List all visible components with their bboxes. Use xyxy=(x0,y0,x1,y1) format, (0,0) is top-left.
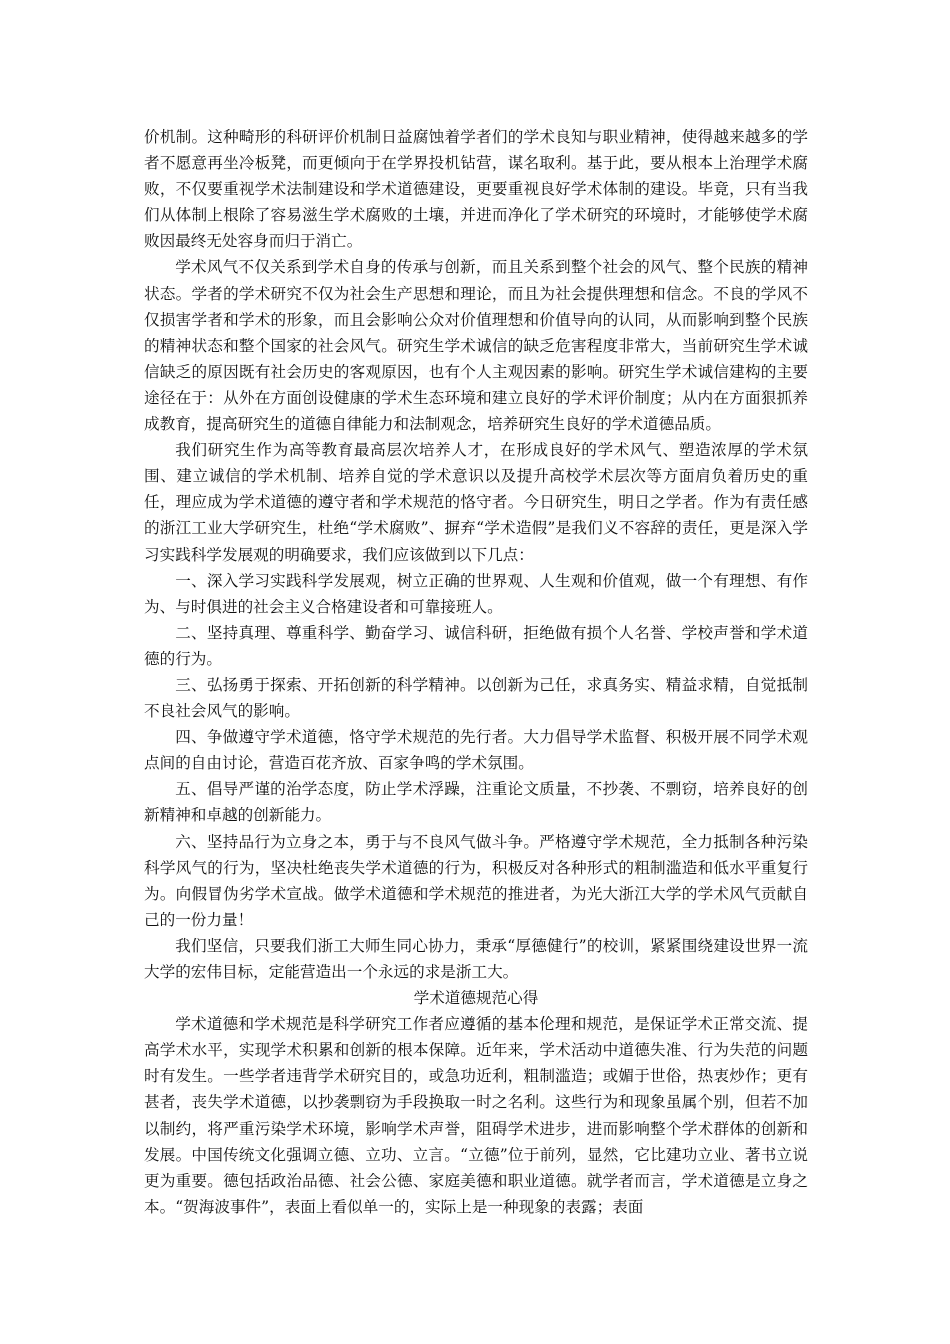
paragraph-academic-atmosphere: 学术风气不仅关系到学术自身的传承与创新，而且关系到整个社会的风气、整个民族的精神状态。学者的学术研究不仅为社会生产思想和理论，而且为社会提供理想和信念。不良的学风不仅损害学者和学术的形象，而且会影响公众对价值理想和价值导向的认同，从而影响到整个民族的精神状态和整个国家的社会风气。研究生学术诚信的缺乏危害程度非常大，当前研究生学术诚信缺乏的原因既有社会历史的客观原因，也有个人主观因素的影响。研究生学术诚信建构的主要途径在于：从外在方面创设健康的学术生态环境和建立良好的学术评价制度；从内在方面狠抓养成教育，提高研究生的道德自律能力和法制观念，培养研究生良好的学术道德品质。 xyxy=(144,258,808,434)
paragraph-conclusion: 我们坚信，只要我们浙工大师生同心协力，秉承“厚德健行”的校训，紧紧围绕建设世界一流大学的宏伟目标，定能营造出一个永远的求是浙工大。 xyxy=(144,936,808,981)
document-page xyxy=(144,124,808,1220)
list-item-1: 一、深入学习实践科学发展观，树立正确的世界观、人生观和价值观，做一个有理想、有作为、与时俱进的社会主义合格建设者和可靠接班人。 xyxy=(144,571,808,616)
list-item-4: 四、争做遵守学术道德，恪守学术规范的先行者。大力倡导学术监督、积极开展不同学术观点间的自由讨论，营造百花齐放、百家争鸣的学术氛围。 xyxy=(144,728,808,773)
section-title: 学术道德规范心得 xyxy=(413,989,539,1008)
list-item-3: 三、弘扬勇于探索、开拓创新的科学精神。以创新为己任，求真务实、精益求精，自觉抵制不良社会风气的影响。 xyxy=(144,675,808,721)
paragraph-section-body: 学术道德和学术规范是科学研究工作者应遵循的基本伦理和规范，是保证学术正常交流、提高学术水平，实现学术积累和创新的根本保障。近年来，学术活动中道德失准、行为失范的问题时有发生。一些学者违背学术研究目的，或急功近利，粗制滥造；或媚于世俗，热衷炒作；更有甚者，丧失学术道德，以抄袭剽窃为手段换取一时之名利。这些行为和现象虽属个别，但若不加以制约，将严重污染学术环境，影响学术声誉，阻碍学术进步，进而影响整个学术群体的创新和发展。中国传统文化强调立德、立功、立言。“立德”位于前列，显然，它比建功立业、著书立说更为重要。德包括政治品德、社会公德、家庭美德和职业道德。就学者而言，学术道德是立身之本。“贺海波事件”，表面上看似单一的，实际上是一种现象的表露；表面 xyxy=(144,1015,808,1216)
paragraph-continuation: 价机制。这种畸形的科研评价机制日益腐蚀着学者们的学术良知与职业精神，使得越来越多的学者不愿意再坐冷板凳，而更倾向于在学界投机钻营，谋名取利。基于此，要从根本上治理学术腐败，不仅要重视学术法制建设和学术道德建设，更要重视良好学术体制的建设。毕竟，只有当我们从体制上根除了容易滋生学术腐败的土壤，并进而净化了学术研究的环境时，才能够使学术腐败因最终无处容身而归于消亡。 xyxy=(144,128,808,251)
list-item-5: 五、倡导严谨的治学态度，防止学术浮躁，注重论文质量，不抄袭、不剽窃，培养良好的创新精神和卓越的创新能力。 xyxy=(144,780,808,825)
list-item-6: 六、坚持品行为立身之本，勇于与不良风气做斗争。严格遵守学术规范，全力抵制各种污染科学风气的行为，坚决杜绝丧失学术道德的行为，积极反对各种形式的粗制滥造和低水平重复行为。向假冒伪劣学术宣战。做学术道德和学术规范的推进者，为光大浙江大学的学术风气贡献自己的一份力量！ xyxy=(144,832,808,929)
list-item-2: 二、坚持真理、尊重科学、勤奋学习、诚信科研，拒绝做有损个人名誉、学校声誉和学术道德的行为。 xyxy=(144,623,808,668)
paragraph-graduate-responsibility: 我们研究生作为高等教育最高层次培养人才，在形成良好的学术风气、塑造浓厚的学术氛围、建立诚信的学术机制、培养自觉的学术意识以及提升高校学术层次等方面肩负着历史的重任，理应成为学术道德的遵守者和学术规范的恪守者。今日研究生，明日之学者。作为有责任感的浙江工业大学研究生，杜绝“学术腐败”、摒弃“学术造假”是我们义不容辞的责任，更是深入学习实践科学发展观的明确要求，我们应该做到以下几点： xyxy=(144,441,808,564)
